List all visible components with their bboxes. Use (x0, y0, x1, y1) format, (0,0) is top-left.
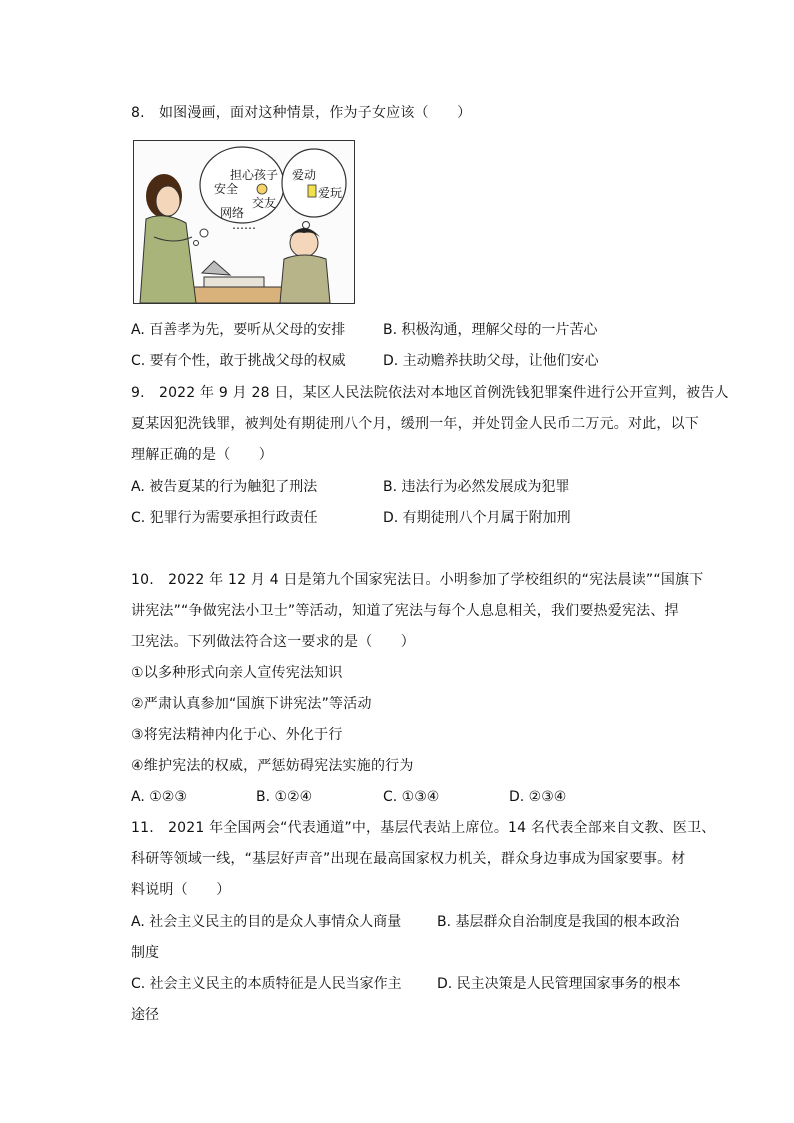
q9-stem-line-3: 理解正确的是（ ） (131, 447, 273, 463)
q8-option-b[interactable]: B. 积极沟通，理解父母的一片苦心 (383, 322, 598, 338)
q8-option-d[interactable]: D. 主动赡养扶助父母，让他们安心 (383, 353, 599, 369)
cartoon-left-text-3: 交友 (252, 196, 277, 210)
q9-option-c[interactable]: C. 犯罪行为需要承担行政责任 (131, 510, 318, 526)
q9-option-a[interactable]: A. 被告夏某的行为触犯了刑法 (131, 479, 318, 495)
cartoon-left-text-4: 网络 (220, 206, 245, 220)
q8-option-c[interactable]: C. 要有个性，敢于挑战父母的权威 (131, 353, 346, 369)
cartoon-left-text-2: 安全 (214, 182, 239, 196)
q10-item-3: ③将宪法精神内化于心、外化于行 (131, 727, 343, 743)
q11-option-b[interactable]: B. 基层群众自治制度是我国的根本政治 (437, 914, 680, 930)
cartoon-right-text-2: 爱玩 (318, 186, 343, 200)
q9-option-d[interactable]: D. 有期徒刑八个月属于附加刑 (383, 510, 571, 526)
q11-option-a[interactable]: A. 社会主义民主的目的是众人事情众人商量 (131, 914, 402, 930)
q8-cartoon-image (133, 140, 355, 304)
q10-option-c[interactable]: C. ①③④ (383, 789, 440, 805)
q11-option-d[interactable]: D. 民主决策是人民管理国家事务的根本 (437, 976, 681, 992)
cartoon-right-text-1: 爱动 (292, 168, 317, 182)
q10-stem-line-1: 10. 2022 年 12 月 4 日是第九个国家宪法日。小明参加了学校组织的“宪法晨读”“国旗下 (131, 572, 704, 588)
q8-stem: 8. 如图漫画，面对这种情景，作为子女应该（ ） (131, 105, 472, 121)
q9-stem-line-2: 夏某因犯洗钱罪，被判处有期徒刑八个月，缓刑一年，并处罚金人民币二万元。对此，以下 (131, 416, 699, 432)
q11-option-d-wrap: 途径 (131, 1007, 159, 1023)
q10-option-a[interactable]: A. ①②③ (131, 789, 187, 805)
q11-stem-line-3: 料说明（ ） (131, 882, 231, 898)
q10-stem-line-2: 讲宪法”“争做宪法小卫士”等活动，知道了宪法与每个人息息相关，我们要热爱宪法、捍 (131, 603, 679, 619)
smiley-icon (257, 184, 267, 194)
phone-icon (308, 185, 316, 197)
q10-stem-line-3: 卫宪法。下列做法符合这一要求的是（ ） (131, 634, 415, 650)
q11-option-b-wrap: 制度 (131, 945, 159, 961)
q11-stem-line-2: 科研等领域一线，“基层好声音”出现在最高国家权力机关，群众身边事成为国家要事。材 (131, 851, 686, 867)
cartoon-left-text-1: 担心孩子 (230, 168, 279, 182)
q9-option-b[interactable]: B. 违法行为必然发展成为犯罪 (383, 479, 570, 495)
q10-item-1: ①以多种形式向亲人宣传宪法知识 (131, 665, 343, 681)
cartoon-left-text-5: …… (232, 218, 256, 232)
q11-stem-line-1: 11. 2021 年全国两会“代表通道”中，基层代表站上席位。14 名代表全部来自文教、医卫、 (131, 820, 716, 836)
q10-item-4: ④维护宪法的权威，严惩妨碍宪法实施的行为 (131, 758, 414, 774)
q11-option-c[interactable]: C. 社会主义民主的本质特征是人民当家作主 (131, 976, 402, 992)
q10-item-2: ②严肃认真参加“国旗下讲宪法”等活动 (131, 696, 372, 712)
q10-option-b[interactable]: B. ①②④ (256, 789, 313, 805)
q10-option-d[interactable]: D. ②③④ (509, 789, 567, 805)
q8-option-a[interactable]: A. 百善孝为先，要听从父母的安排 (131, 322, 346, 338)
q9-stem-line-1: 9. 2022 年 9 月 28 日，某区人民法院依法对本地区首例洗钱犯罪案件进行公开宣判，被告人 (131, 385, 729, 401)
